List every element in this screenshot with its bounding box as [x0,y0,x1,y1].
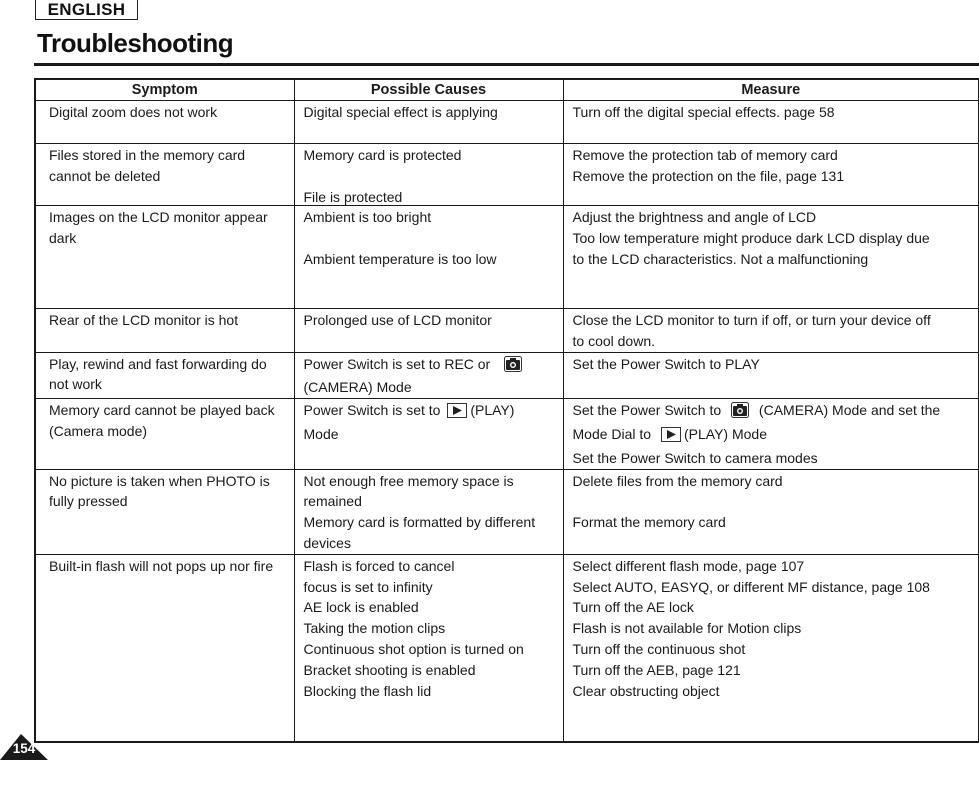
symptom-text: Built-in flash will not pops up nor fire [49,557,274,574]
language-label: ENGLISH [35,0,138,20]
cause-text: Power Switch is set to [303,402,441,419]
cause-text: Flash is forced to cancel [303,557,455,574]
table-row [35,352,979,399]
measure-text: Delete files from the memory card [572,472,783,489]
symptom-cell [35,101,294,144]
cause-cell [294,554,563,742]
measure-text: Adjust the brightness and angle of LCD [572,209,817,225]
cause-text: Prolonged use of LCD monitor [303,312,492,328]
symptom-text: (Camera mode) [49,422,148,439]
symptom-cell [35,469,294,554]
page-number: 154 [12,741,36,756]
measure-cell [563,399,979,469]
measure-text: Turn off the AEB, page 121 [572,661,741,678]
page-title: Troubleshooting [37,28,234,58]
cause-text: Blocking the flash lid [303,682,432,699]
symptom-text: Files stored in the memory card [49,147,246,163]
measure-text: Mode Dial to [572,425,652,442]
measure-line [573,400,973,424]
symptom-text: cannot be deleted [49,167,161,184]
measure-text: Select AUTO, EASYQ, or different MF distance, page 108 [572,578,930,595]
measure-text: Clear obstructing object [572,682,720,699]
symptom-text: Images on the LCD monitor appear [49,209,268,225]
cause-text: (CAMERA) Mode [303,379,412,396]
cause-text: Not enough free memory space is [303,472,514,489]
measure-cell [563,309,979,353]
symptom-text: dark [49,229,77,246]
symptom-cell [35,206,294,309]
cause-text: Continuous shot option is turned on [303,640,524,657]
measure-cell [563,144,979,206]
cause-text: remained [303,493,362,510]
table-row [35,206,979,309]
cause-text: Digital special effect is applying [303,104,498,120]
measure-text: Remove the protection tab of memory card [572,147,838,163]
symptom-text: Play, rewind and fast forwarding do [49,355,267,372]
cause-line [304,400,557,424]
cause-text: Memory card is protected [303,147,462,163]
cause-cell [294,469,563,554]
cause-text: Ambient is too bright [303,209,432,225]
symptom-text: fully pressed [49,493,128,510]
symptom-text: Rear of the LCD monitor is hot [49,312,239,328]
cause-cell [294,101,563,144]
cause-line [304,354,557,378]
table-row [35,399,979,469]
measure-text: Turn off the continuous shot [572,640,746,657]
measure-text: Set the Power Switch to [572,402,722,419]
cause-text: Power Switch is set to REC or [303,355,491,372]
cause-text: Taking the motion clips [303,620,446,637]
symptom-text: Memory card cannot be played back [49,402,275,419]
cause-text: File is protected [303,188,403,205]
cause-text: (PLAY) [470,402,515,419]
measure-text: Select different flash mode, page 107 [572,557,805,574]
symptom-text: No picture is taken when PHOTO is [49,472,270,489]
measure-cell [563,101,979,144]
troubleshooting-table [34,78,979,743]
table-row [35,144,979,206]
symptom-text: not work [49,376,102,393]
play-icon [661,427,681,448]
measure-text: Set the Power Switch to PLAY [572,355,760,372]
column-header-possible-causes: Possible Causes [294,79,563,101]
measure-text: Turn off the AE lock [572,599,694,616]
column-header-measure: Measure [563,79,979,101]
symptom-cell [35,352,294,399]
cause-text: Ambient temperature is too low [303,250,497,267]
measure-text: to the LCD characteristics. Not a malfunctioning [572,250,869,267]
symptom-cell [35,309,294,353]
title-rule [34,63,979,66]
table-row [35,469,979,554]
column-header-symptom: Symptom [35,79,294,101]
camera-icon [504,356,522,378]
cause-text: Memory card is formatted by different [303,514,536,531]
symptom-cell [35,144,294,206]
symptom-text: Digital zoom does not work [49,104,218,120]
measure-cell [563,206,979,309]
measure-text: (CAMERA) Mode and set the [758,402,941,419]
symptom-cell [35,554,294,742]
measure-text: Too low temperature might produce dark LCD display due [572,229,930,246]
measure-text: to cool down. [572,332,655,349]
measure-cell [563,352,979,399]
measure-text: (PLAY) Mode [683,425,767,442]
measure-text: Close the LCD monitor to turn if off, or turn your device off [572,312,931,328]
table-row [35,309,979,353]
table-row [35,554,979,742]
measure-text: Turn off the digital special effects. page 58 [572,104,835,120]
measure-text: Flash is not available for Motion clips [572,620,802,637]
camera-icon [731,402,749,424]
cause-text: AE lock is enabled [303,599,419,616]
cause-cell [294,352,563,399]
cause-text: Mode [303,425,339,442]
cause-cell [294,144,563,206]
cause-text: focus is set to infinity [303,578,433,595]
symptom-cell [35,399,294,469]
measure-cell [563,554,979,742]
table-header-row [35,79,979,101]
table-row [35,101,979,144]
cause-text: Bracket shooting is enabled [303,661,476,678]
measure-text: Format the memory card [572,514,726,531]
cause-cell [294,206,563,309]
cause-text: devices [303,534,351,551]
measure-text: Set the Power Switch to camera modes [572,449,818,466]
play-icon [447,403,467,424]
measure-text: Remove the protection on the file, page 131 [572,167,845,184]
cause-cell [294,309,563,353]
measure-line [573,424,973,448]
measure-cell [563,469,979,554]
cause-cell [294,399,563,469]
